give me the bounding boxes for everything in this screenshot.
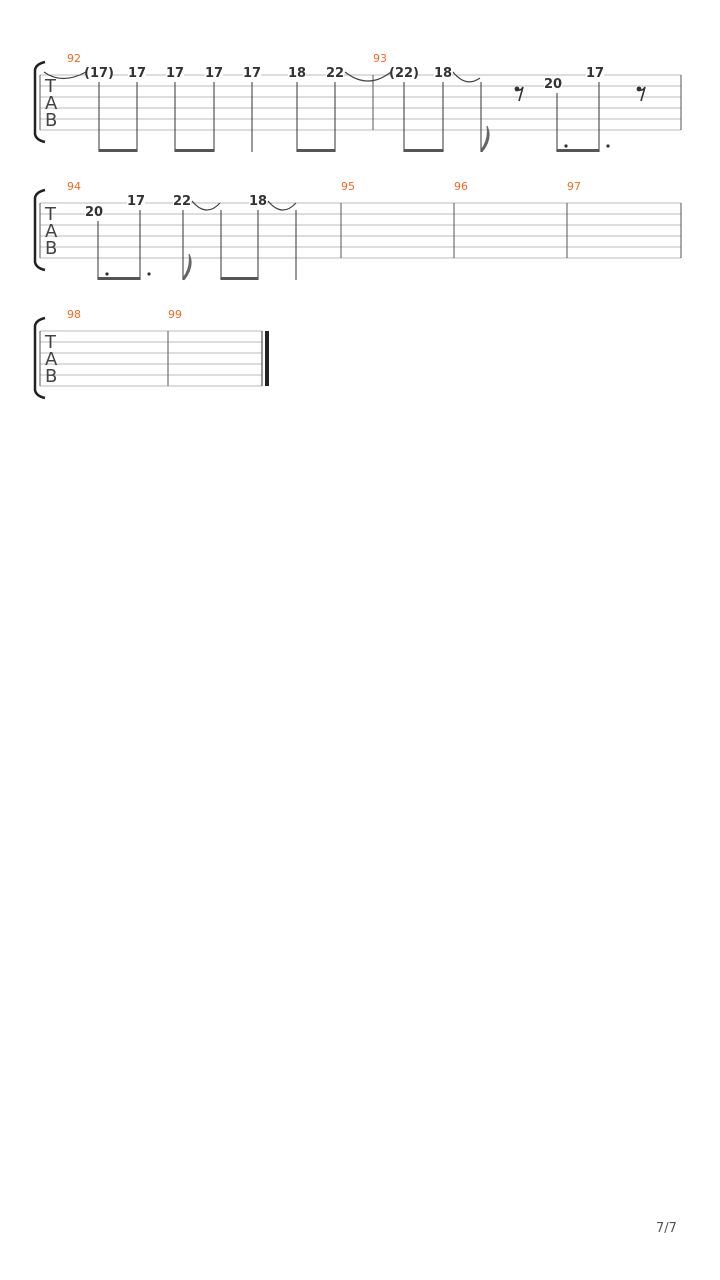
clef-b: B	[45, 238, 58, 259]
fret-number: 22	[325, 66, 345, 81]
measure-number: 99	[168, 308, 182, 321]
note-beams	[99, 149, 599, 152]
clef-a: A	[45, 93, 58, 114]
fret-number: 17	[165, 66, 185, 81]
clef-b: B	[45, 366, 58, 387]
fret-number: 17	[204, 66, 224, 81]
clef-t: T	[45, 332, 56, 353]
fret-number: 18	[433, 66, 453, 81]
staff-lines	[40, 331, 262, 386]
clef-b: B	[45, 110, 58, 131]
eighth-rest-icon	[515, 87, 523, 101]
tab-system-1	[35, 52, 681, 152]
dot	[147, 272, 150, 275]
fret-number: (17)	[84, 66, 114, 81]
dot	[564, 144, 567, 147]
tie-curve	[453, 72, 480, 82]
note-stems	[98, 210, 296, 280]
fret-number: 22	[172, 194, 192, 209]
dot	[606, 144, 609, 147]
fret-number: 17	[127, 66, 147, 81]
measure-number: 97	[567, 180, 581, 193]
final-barline-thick	[265, 331, 269, 386]
fret-number: 20	[84, 205, 104, 220]
measure-number: 98	[67, 308, 81, 321]
page-number: 7/7	[656, 1221, 677, 1236]
fret-number: 17	[126, 194, 146, 209]
measure-number: 95	[341, 180, 355, 193]
tab-system-3	[35, 308, 269, 398]
measure-number: 94	[67, 180, 81, 193]
tie-curve	[268, 201, 296, 210]
fret-number: 20	[543, 77, 563, 92]
staff-lines	[40, 75, 681, 130]
clef-t: T	[45, 204, 56, 225]
dot	[105, 272, 108, 275]
tab-system-2	[35, 180, 681, 280]
note-stems	[99, 82, 599, 152]
note-beams	[98, 277, 258, 280]
clef-a: A	[45, 349, 58, 370]
measure-number: 92	[67, 52, 81, 65]
clef-a: A	[45, 221, 58, 242]
staff-lines	[40, 203, 681, 258]
tie-curve	[345, 72, 391, 81]
measure-number: 96	[454, 180, 468, 193]
tie-curve	[192, 201, 220, 210]
fret-number: (22)	[389, 66, 419, 81]
clef-t: T	[45, 76, 56, 97]
fret-number: 17	[242, 66, 262, 81]
fret-number: 18	[287, 66, 307, 81]
eighth-rest-icon	[637, 87, 645, 101]
fret-number: 17	[585, 66, 605, 81]
fret-number: 18	[248, 194, 268, 209]
measure-number: 93	[373, 52, 387, 65]
